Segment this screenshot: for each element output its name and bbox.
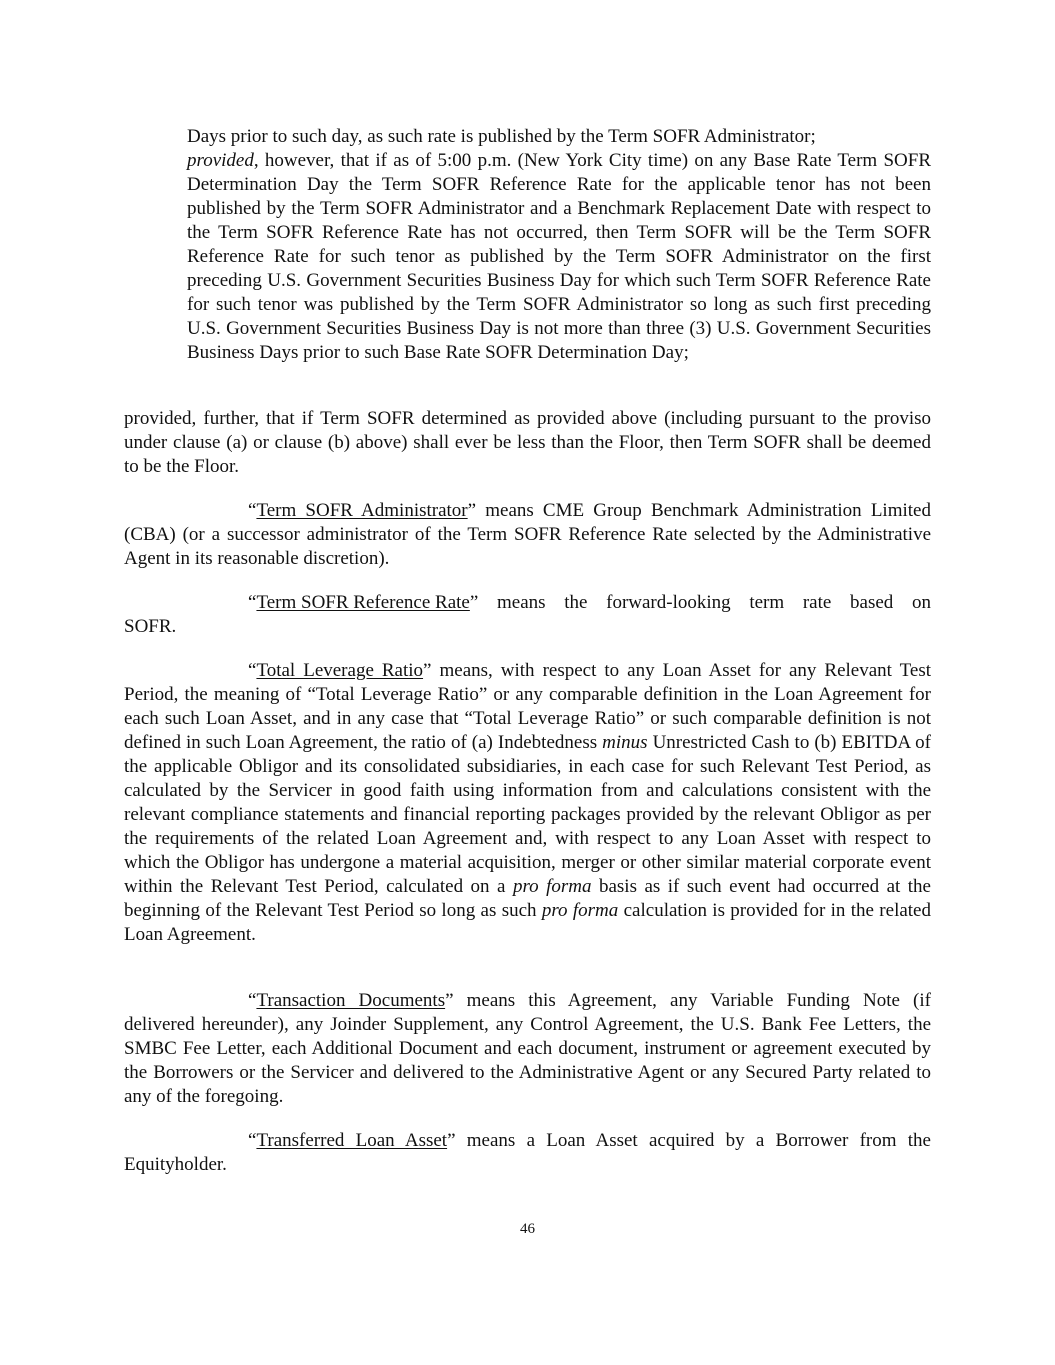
definition-total-leverage-ratio: [124, 659, 931, 947]
open-quote: “: [248, 500, 257, 521]
italic-term: minus: [602, 732, 648, 753]
open-quote: “: [248, 592, 257, 613]
open-quote: “: [248, 660, 257, 681]
proviso-first-line-text: Days prior to such day, as such rate is published by the Term SOFR Administrator;: [187, 126, 816, 147]
definition-term-sofr-reference-rate: [124, 591, 931, 639]
italic-term: pro forma: [541, 900, 619, 921]
close-quote: ”: [469, 592, 479, 613]
definition-body: basis as if such event had occurred at the beginning of the Relevant Test Period so long as such: [124, 876, 931, 921]
page-number: 46: [520, 1221, 535, 1237]
close-quote: ”: [423, 660, 432, 681]
italic-term: pro forma: [512, 876, 592, 897]
definition-body: calculation is provided for in the related Loan Agreement.: [124, 900, 931, 945]
definition-body: means, with respect to any Loan Asset for any Relevant Test Period, the meaning of “Total Leverage Ratio” or any comparable definition in the Loan Agreement for each such Loan Asset, and in any case that “Total Leverage Ratio” or such comparable definition is not defined in such Loan Agreement, the ratio of (a) Indebtedness: [124, 660, 931, 753]
definition-body: means this Agreement, any Variable Funding Note (if delivered hereunder), any Joinder Supplement, any Control Agreement, the U.S. Bank Fee Letters, the SMBC Fee Letter, each Additional Document and each document, instrument or agreement executed by the Borrowers or the Servicer and delivered to the Administrative Agent or any Secured Party related to any of the foregoing.: [124, 990, 931, 1107]
definition-word: rate: [802, 592, 832, 613]
open-quote: “: [248, 990, 257, 1011]
defined-term: Transferred Loan Asset: [256, 1130, 448, 1151]
close-quote: ”: [445, 990, 454, 1011]
definition-last-line: SOFR.: [124, 616, 177, 637]
definition-word: forward-looking: [606, 592, 731, 613]
defined-term: Term SOFR Reference Rate: [256, 592, 470, 613]
defined-term: Total Leverage Ratio: [256, 660, 424, 681]
definition-word: on: [911, 592, 931, 613]
definition-term-sofr-administrator: [124, 499, 931, 571]
definition-word: based: [850, 592, 894, 613]
close-quote: ”: [447, 1130, 456, 1151]
definition-transferred-loan-asset: [124, 1129, 931, 1177]
definition-word: term: [749, 592, 785, 613]
definition-transaction-documents: [124, 989, 931, 1109]
definition-body: means a Loan Asset acquired by a Borrower from the Equityholder.: [124, 1130, 931, 1175]
definition-word: means: [496, 592, 546, 613]
defined-term: Transaction Documents: [256, 990, 446, 1011]
proviso-text: , however, that if as of 5:00 p.m. (New York City time) on any Base Rate Term SOFR Determination Day the Term SOFR Reference Rate for the applicable tenor has not been published by the Term SOFR Administrator and a Benchmark Replacement Date with respect to the Term SOFR Reference Rate has not occurred, then Term SOFR will be the Term SOFR Reference Rate for such tenor as published by the Term SOFR Administrator on the first preceding U.S. Government Securities Business Day for which such Term SOFR Reference Rate for such tenor was published by the Term SOFR Administrator so long as such first preceding U.S. Government Securities Business Day is not more than three (3) U.S. Government Securities Business Days prior to such Base Rate SOFR Determination Day;: [187, 150, 931, 363]
proviso-continuation: [187, 125, 931, 365]
definition-body: Unrestricted Cash to (b) EBITDA of the applicable Obligor and its consolidated subsidiaries, in each case for such Relevant Test Period, as calculated by the Servicer in good faith using information from and calculations consistent with the relevant compliance statements and financial reporting packages provided by the relevant Obligor as per the requirements of the related Loan Agreement and, with respect to any Loan Asset with respect to which the Obligor has undergone a material acquisition, merger or other similar material corporate event within the Relevant Test Period, calculated on a: [124, 732, 931, 897]
definition-body: means CME Group Benchmark Administration Limited (CBA) (or a successor administrator of the Term SOFR Reference Rate selected by the Administrative Agent in its reasonable discretion).: [124, 500, 931, 569]
defined-term-group: [248, 591, 478, 615]
proviso-italic-term: provided: [187, 150, 254, 171]
close-quote: ”: [467, 500, 477, 521]
definition-word: the: [564, 592, 588, 613]
definition-first-line: [124, 591, 931, 615]
defined-term: Term SOFR Administrator: [256, 500, 468, 521]
proviso-first-line: [187, 125, 931, 149]
open-quote: “: [248, 1130, 257, 1151]
floor-paragraph: provided, further, that if Term SOFR determined as provided above (including pursuant to the proviso under clause (a) or clause (b) above) shall ever be less than the Floor, then Term SOFR shall be deemed to be the Floor.: [124, 408, 931, 477]
